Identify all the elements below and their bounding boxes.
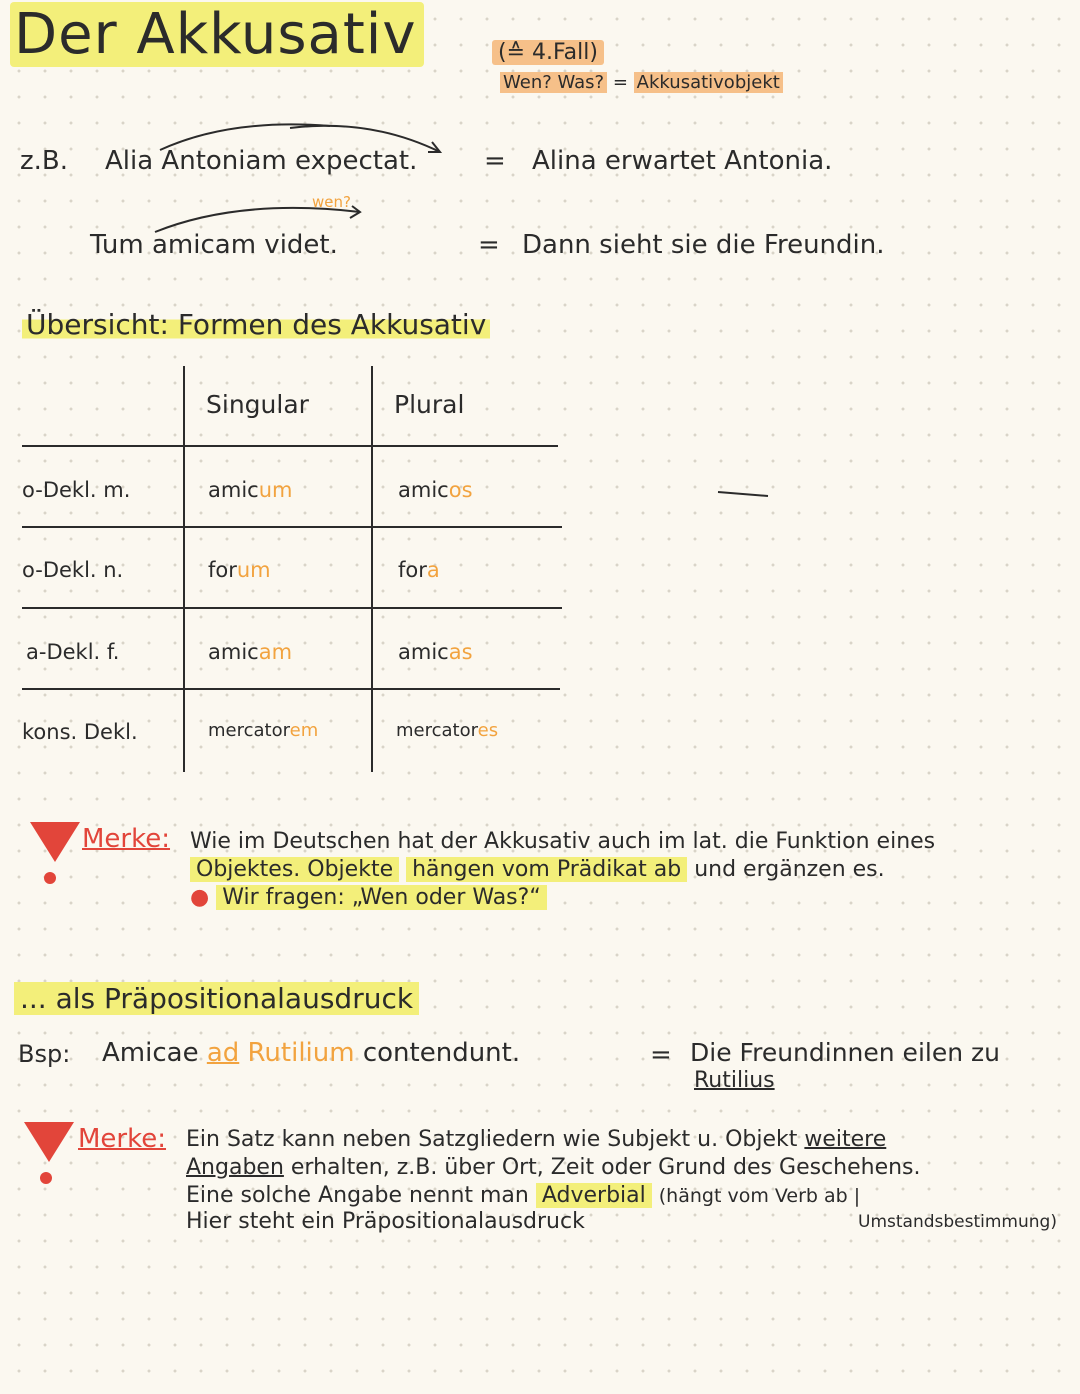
example-2-question: wen? [312, 193, 351, 211]
form-stem: mercator [208, 720, 290, 741]
form-ending: um [258, 478, 293, 502]
merke-1-line-3 [190, 884, 547, 912]
form-ending: os [448, 478, 473, 502]
example-1-equals: = [484, 146, 506, 176]
example-1-latin: Alia Antoniam expectat. [105, 146, 418, 176]
merke-2-line-1 [186, 1126, 886, 1154]
form-stem: amic [208, 478, 259, 502]
prep-latin-ad: ad [206, 1038, 240, 1068]
merke-2-line-1-text: Ein Satz kann neben Satzgliedern wie Subjekt u. Objekt [186, 1127, 798, 1152]
form-stem: for [398, 558, 427, 582]
plural-form [396, 720, 498, 741]
example-label: z.B. [20, 146, 69, 176]
merke-2-label: Merke: [78, 1124, 167, 1154]
bullet-dot: ● [190, 885, 210, 910]
case-note: (≙ 4.Fall) [492, 40, 604, 65]
example-2-german: Dann sieht sie die Freundin. [522, 230, 885, 260]
merke-2-line-2 [186, 1154, 921, 1182]
prep-latin-rutilium: Rutilium [247, 1038, 355, 1068]
plural-form [398, 640, 473, 664]
prep-german-line-1: Die Freundinnen eilen zu [690, 1038, 1000, 1067]
example-2-equals: = [478, 230, 500, 260]
row-label: o-Dekl. n. [22, 558, 124, 582]
row-label: o-Dekl. m. [22, 478, 131, 502]
merke-2-line-4b: Umstandsbestimmung) [858, 1212, 1057, 1232]
overview-heading-text: Übersicht: Formen des Akkusativ [22, 308, 490, 341]
merke-1-praedikat: hängen vom Prädikat ab [406, 857, 687, 882]
merke-2-line-4a: Hier steht ein Präpositionalausdruck [186, 1209, 585, 1234]
example-1-german: Alina erwartet Antonia. [532, 146, 833, 176]
merke-1-objekte: Objektes. Objekte [190, 857, 399, 882]
prep-latin-amicae: Amicae [102, 1038, 199, 1068]
prep-heading-text: ... als Präpositionalausdruck [14, 982, 419, 1015]
merke-1-label: Merke: [82, 824, 171, 854]
form-ending: em [289, 720, 319, 741]
form-ending: am [258, 640, 293, 664]
merke-2-line-2-text: erhalten, z.B. über Ort, Zeit oder Grund des Geschehens. [290, 1155, 921, 1180]
warning-icon [22, 1120, 78, 1190]
prep-heading [14, 982, 419, 1015]
merke-2-verb-note: (hängt vom Verb ab | [658, 1185, 861, 1207]
prep-equals: = [650, 1040, 672, 1070]
singular-form [208, 720, 318, 741]
question-words: Wen? Was? [500, 72, 607, 93]
column-header-plural: Plural [394, 390, 465, 419]
plural-form [398, 478, 473, 502]
form-stem: mercator [396, 720, 478, 741]
stray-dash [718, 492, 768, 496]
singular-form [208, 558, 271, 582]
merke-2-adverbial: Adverbial [536, 1183, 652, 1208]
merke-1-line-1: Wie im Deutschen hat der Akkusativ auch im lat. die Funktion eines [190, 829, 936, 854]
form-stem: amic [398, 640, 449, 664]
form-ending: as [448, 640, 473, 664]
prep-german-line-2: Rutilius [694, 1068, 775, 1093]
warning-icon [28, 820, 84, 890]
form-ending: um [236, 558, 271, 582]
prep-latin [102, 1038, 520, 1068]
form-ending: a [426, 558, 440, 582]
example-2-latin: Tum amicam videt. [90, 230, 338, 260]
prep-latin-contendunt: contendunt. [362, 1038, 521, 1068]
singular-form [208, 640, 292, 664]
plural-form [398, 558, 440, 582]
form-stem: for [208, 558, 237, 582]
merke-2-angaben: Angaben [186, 1155, 284, 1180]
merke-1-line-2 [190, 856, 885, 884]
merke-1-fragen: Wir fragen: „Wen oder Was?“ [216, 885, 547, 910]
form-ending: es [477, 720, 499, 741]
merke-2-line-3 [186, 1182, 860, 1210]
row-label: kons. Dekl. [22, 720, 138, 744]
equals-sign: = [612, 72, 628, 93]
prep-bsp-label: Bsp: [18, 1040, 71, 1068]
form-stem: amic [398, 478, 449, 502]
title-text: Der Akkusativ [10, 2, 424, 67]
object-label: Akkusativobjekt [634, 72, 783, 93]
column-header-singular: Singular [206, 390, 309, 419]
merke-2-weitere: weitere [804, 1127, 887, 1152]
singular-form [208, 478, 293, 502]
merke-1-ergaenzen: und ergänzen es. [694, 857, 885, 882]
row-label: a-Dekl. f. [26, 640, 120, 664]
form-stem: amic [208, 640, 259, 664]
merke-2-line-3-text: Eine solche Angabe nennt man [186, 1183, 529, 1208]
